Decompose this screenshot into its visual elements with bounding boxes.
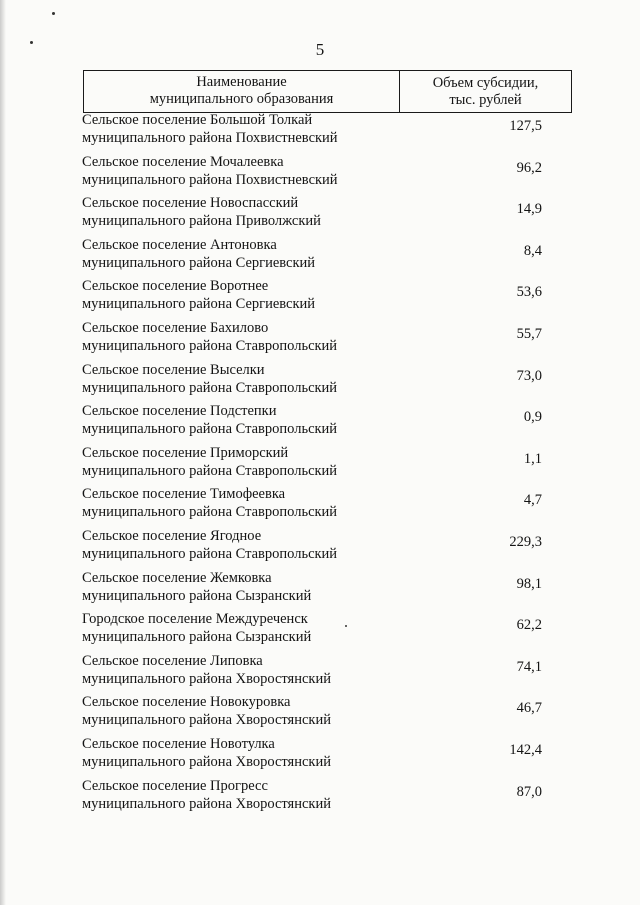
municipality-name bbox=[82, 153, 412, 195]
municipality-name bbox=[82, 610, 412, 652]
municipality-name-line1: Сельское поселение Новоспасский bbox=[82, 195, 299, 212]
municipality-name bbox=[82, 361, 412, 403]
header-value-column bbox=[400, 71, 571, 112]
header-value-line2: тыс. рублей bbox=[449, 92, 522, 108]
subsidy-value: 62,2 bbox=[516, 617, 542, 634]
municipality-name bbox=[82, 569, 412, 611]
table-row bbox=[82, 153, 562, 195]
municipality-name-line1: Сельское поселение Прогресс bbox=[82, 777, 268, 794]
table-row bbox=[82, 402, 562, 444]
table-row bbox=[82, 569, 562, 611]
municipality-name-line1: Сельское поселение Воротнее bbox=[82, 278, 269, 295]
municipality-name bbox=[82, 693, 412, 735]
municipality-name bbox=[82, 735, 412, 777]
page-number: 5 bbox=[315, 40, 325, 59]
table-row bbox=[82, 277, 562, 319]
municipality-name-line1: Сельское поселение Жемковка bbox=[82, 569, 272, 586]
scan-speck bbox=[52, 12, 55, 15]
municipality-name-line2: муниципального района Хворостянский bbox=[82, 753, 331, 770]
table-row bbox=[82, 652, 562, 694]
table-row bbox=[82, 319, 562, 361]
subsidy-value: 4,7 bbox=[523, 492, 542, 509]
municipality-name-line1: Сельское поселение Новотулка bbox=[82, 735, 275, 752]
municipality-name-line1: Сельское поселение Тимофеевка bbox=[82, 486, 286, 503]
municipality-name bbox=[82, 194, 412, 236]
table-body bbox=[82, 111, 562, 818]
municipality-name-line1: Сельское поселение Большой Толкай bbox=[82, 112, 313, 128]
municipality-name-line2: муниципального района Ставропольский bbox=[82, 545, 338, 562]
municipality-name bbox=[82, 319, 412, 361]
municipality-name bbox=[82, 236, 412, 278]
table-row bbox=[82, 111, 562, 153]
header-name-line1: Наименование bbox=[196, 74, 287, 90]
municipality-name-line2: муниципального района Хворостянский bbox=[82, 670, 331, 687]
subsidy-value: 142,4 bbox=[509, 741, 542, 758]
municipality-name-line2: муниципального района Ставропольский bbox=[82, 462, 338, 479]
municipality-name-line1: Сельское поселение Липовка bbox=[82, 652, 263, 669]
subsidy-value: 73,0 bbox=[516, 367, 542, 384]
subsidy-value: 55,7 bbox=[516, 325, 542, 342]
municipality-name-line1: Городское поселение Междуреченск bbox=[82, 611, 308, 628]
municipality-name-line1: Сельское поселение Бахилово bbox=[82, 319, 269, 336]
subsidy-value: 46,7 bbox=[516, 700, 542, 717]
municipality-name-line2: муниципального района Сызранский bbox=[82, 629, 312, 646]
table-row bbox=[82, 236, 562, 278]
municipality-name-line2: муниципального района Сергиевский bbox=[82, 296, 316, 313]
table-row bbox=[82, 194, 562, 236]
municipality-name-line2: муниципального района Приволжский bbox=[82, 213, 321, 230]
municipality-name bbox=[82, 485, 412, 527]
subsidy-value: 87,0 bbox=[516, 783, 542, 800]
municipality-name-line1: Сельское поселение Мочалеевка bbox=[82, 153, 284, 170]
municipality-name bbox=[82, 527, 412, 569]
subsidy-value: 127,5 bbox=[509, 118, 542, 134]
municipality-name-line1: Сельское поселение Антоновка bbox=[82, 236, 277, 253]
subsidy-value: 0,9 bbox=[523, 409, 542, 426]
subsidy-value: 8,4 bbox=[523, 242, 542, 259]
table-header bbox=[83, 70, 572, 113]
municipality-name-line2: муниципального района Хворостянский bbox=[82, 795, 331, 812]
table-row bbox=[82, 610, 562, 652]
municipality-name-line2: муниципального района Хворостянский bbox=[82, 712, 331, 729]
municipality-name-line2: муниципального района Сергиевский bbox=[82, 254, 316, 271]
municipality-name-line1: Сельское поселение Новокуровка bbox=[82, 694, 291, 711]
header-name-line2: муниципального образования bbox=[149, 91, 334, 107]
subsidy-value: 96,2 bbox=[516, 159, 542, 176]
header-name-column bbox=[84, 71, 400, 112]
municipality-name-line2: муниципального района Похвистневский bbox=[82, 171, 338, 188]
subsidy-value: 74,1 bbox=[516, 658, 542, 675]
municipality-name-line1: Сельское поселение Приморский bbox=[82, 444, 289, 461]
table-row bbox=[82, 777, 562, 819]
table-row bbox=[82, 485, 562, 527]
table-row bbox=[82, 735, 562, 777]
municipality-name-line2: муниципального района Ставропольский bbox=[82, 421, 338, 438]
municipality-name-line2: муниципального района Ставропольский bbox=[82, 504, 338, 521]
municipality-name bbox=[82, 652, 412, 694]
table-row bbox=[82, 361, 562, 403]
municipality-name-line2: муниципального района Ставропольский bbox=[82, 337, 338, 354]
municipality-name-line1: Сельское поселение Ягодное bbox=[82, 527, 262, 544]
municipality-name-line2: муниципального района Ставропольский bbox=[82, 379, 338, 396]
subsidy-value: 14,9 bbox=[516, 201, 542, 218]
subsidy-value: 98,1 bbox=[516, 575, 542, 592]
municipality-name-line2: муниципального района Похвистневский bbox=[82, 130, 338, 146]
municipality-name bbox=[82, 277, 412, 319]
table-row bbox=[82, 527, 562, 569]
table-row bbox=[82, 693, 562, 735]
header-value-line1: Объем субсидии, bbox=[432, 75, 539, 91]
municipality-name bbox=[82, 402, 412, 444]
scan-edge-shadow bbox=[0, 0, 6, 905]
municipality-name-line1: Сельское поселение Выселки bbox=[82, 361, 265, 378]
subsidy-value: 229,3 bbox=[509, 533, 542, 550]
municipality-name-line1: Сельское поселение Подстепки bbox=[82, 403, 277, 420]
municipality-name bbox=[82, 111, 412, 153]
municipality-name bbox=[82, 777, 412, 819]
municipality-name bbox=[82, 444, 412, 486]
table-row bbox=[82, 444, 562, 486]
municipality-name-line2: муниципального района Сызранский bbox=[82, 587, 312, 604]
subsidy-value: 53,6 bbox=[516, 284, 542, 301]
subsidy-value: 1,1 bbox=[523, 450, 542, 467]
